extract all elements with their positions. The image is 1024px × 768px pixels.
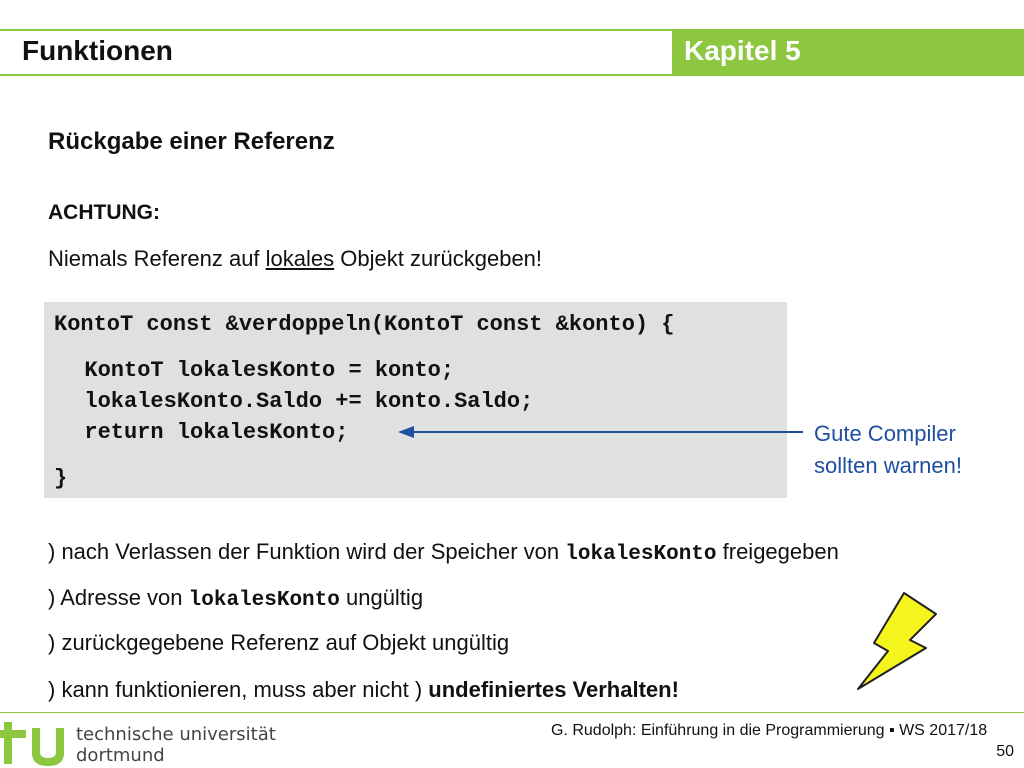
- compiler-note: [814, 418, 962, 482]
- bullet-2-pre: ) Adresse von: [48, 585, 189, 610]
- footer-rule: [0, 712, 1024, 713]
- logo-text-line-2: dortmund: [76, 745, 165, 766]
- code-line-5: }: [54, 466, 68, 491]
- code-line-2: KontoT lokalesKonto = konto;: [58, 358, 455, 383]
- compiler-note-line-2: sollten warnen!: [814, 453, 962, 478]
- bullet-2-post: ungültig: [339, 585, 424, 610]
- code-line-4: return lokalesKonto;: [58, 420, 349, 445]
- chapter-label: Kapitel 5: [684, 35, 801, 66]
- bullet-2: [48, 585, 423, 612]
- slide-heading: Rückgabe einer Referenz: [48, 128, 335, 155]
- bullet-4: [48, 677, 679, 703]
- warning-text-underlined: lokales: [265, 246, 335, 271]
- tu-logo-icon: [0, 716, 72, 768]
- slide-section-title: Funktionen: [22, 35, 173, 66]
- lightning-icon: [852, 590, 938, 692]
- warning-text-pre: Niemals Referenz auf: [48, 246, 266, 271]
- compiler-note-line-1: Gute Compiler: [814, 421, 956, 446]
- bullet-4-bold: undefiniertes Verhalten!: [428, 677, 679, 702]
- bullet-3: ) zurückgegebene Referenz auf Objekt ungültig: [48, 630, 510, 655]
- bullet-4-pre: ) kann funktionieren, muss aber nicht ): [48, 677, 429, 702]
- warning-text-post: Objekt zurückgeben!: [334, 246, 543, 271]
- bullet-1: [48, 539, 839, 566]
- bullet-2-code: lokalesKonto: [188, 589, 340, 612]
- bullet-1-pre: ) nach Verlassen der Funktion wird der Speicher von: [48, 539, 566, 564]
- logo-text-line-1: technische universität: [76, 724, 276, 745]
- footer-credit: G. Rudolph: Einführung in die Programmierung ▪ WS 2017/18: [551, 722, 988, 739]
- code-line-1: KontoT const &verdoppeln(KontoT const &konto) {: [54, 312, 675, 337]
- page-number: 50: [996, 743, 1014, 760]
- bullet-1-code: lokalesKonto: [565, 543, 717, 566]
- code-line-3: lokalesKonto.Saldo += konto.Saldo;: [58, 389, 534, 414]
- warning-label: ACHTUNG:: [48, 201, 160, 224]
- bullet-1-post: freigegeben: [716, 539, 839, 564]
